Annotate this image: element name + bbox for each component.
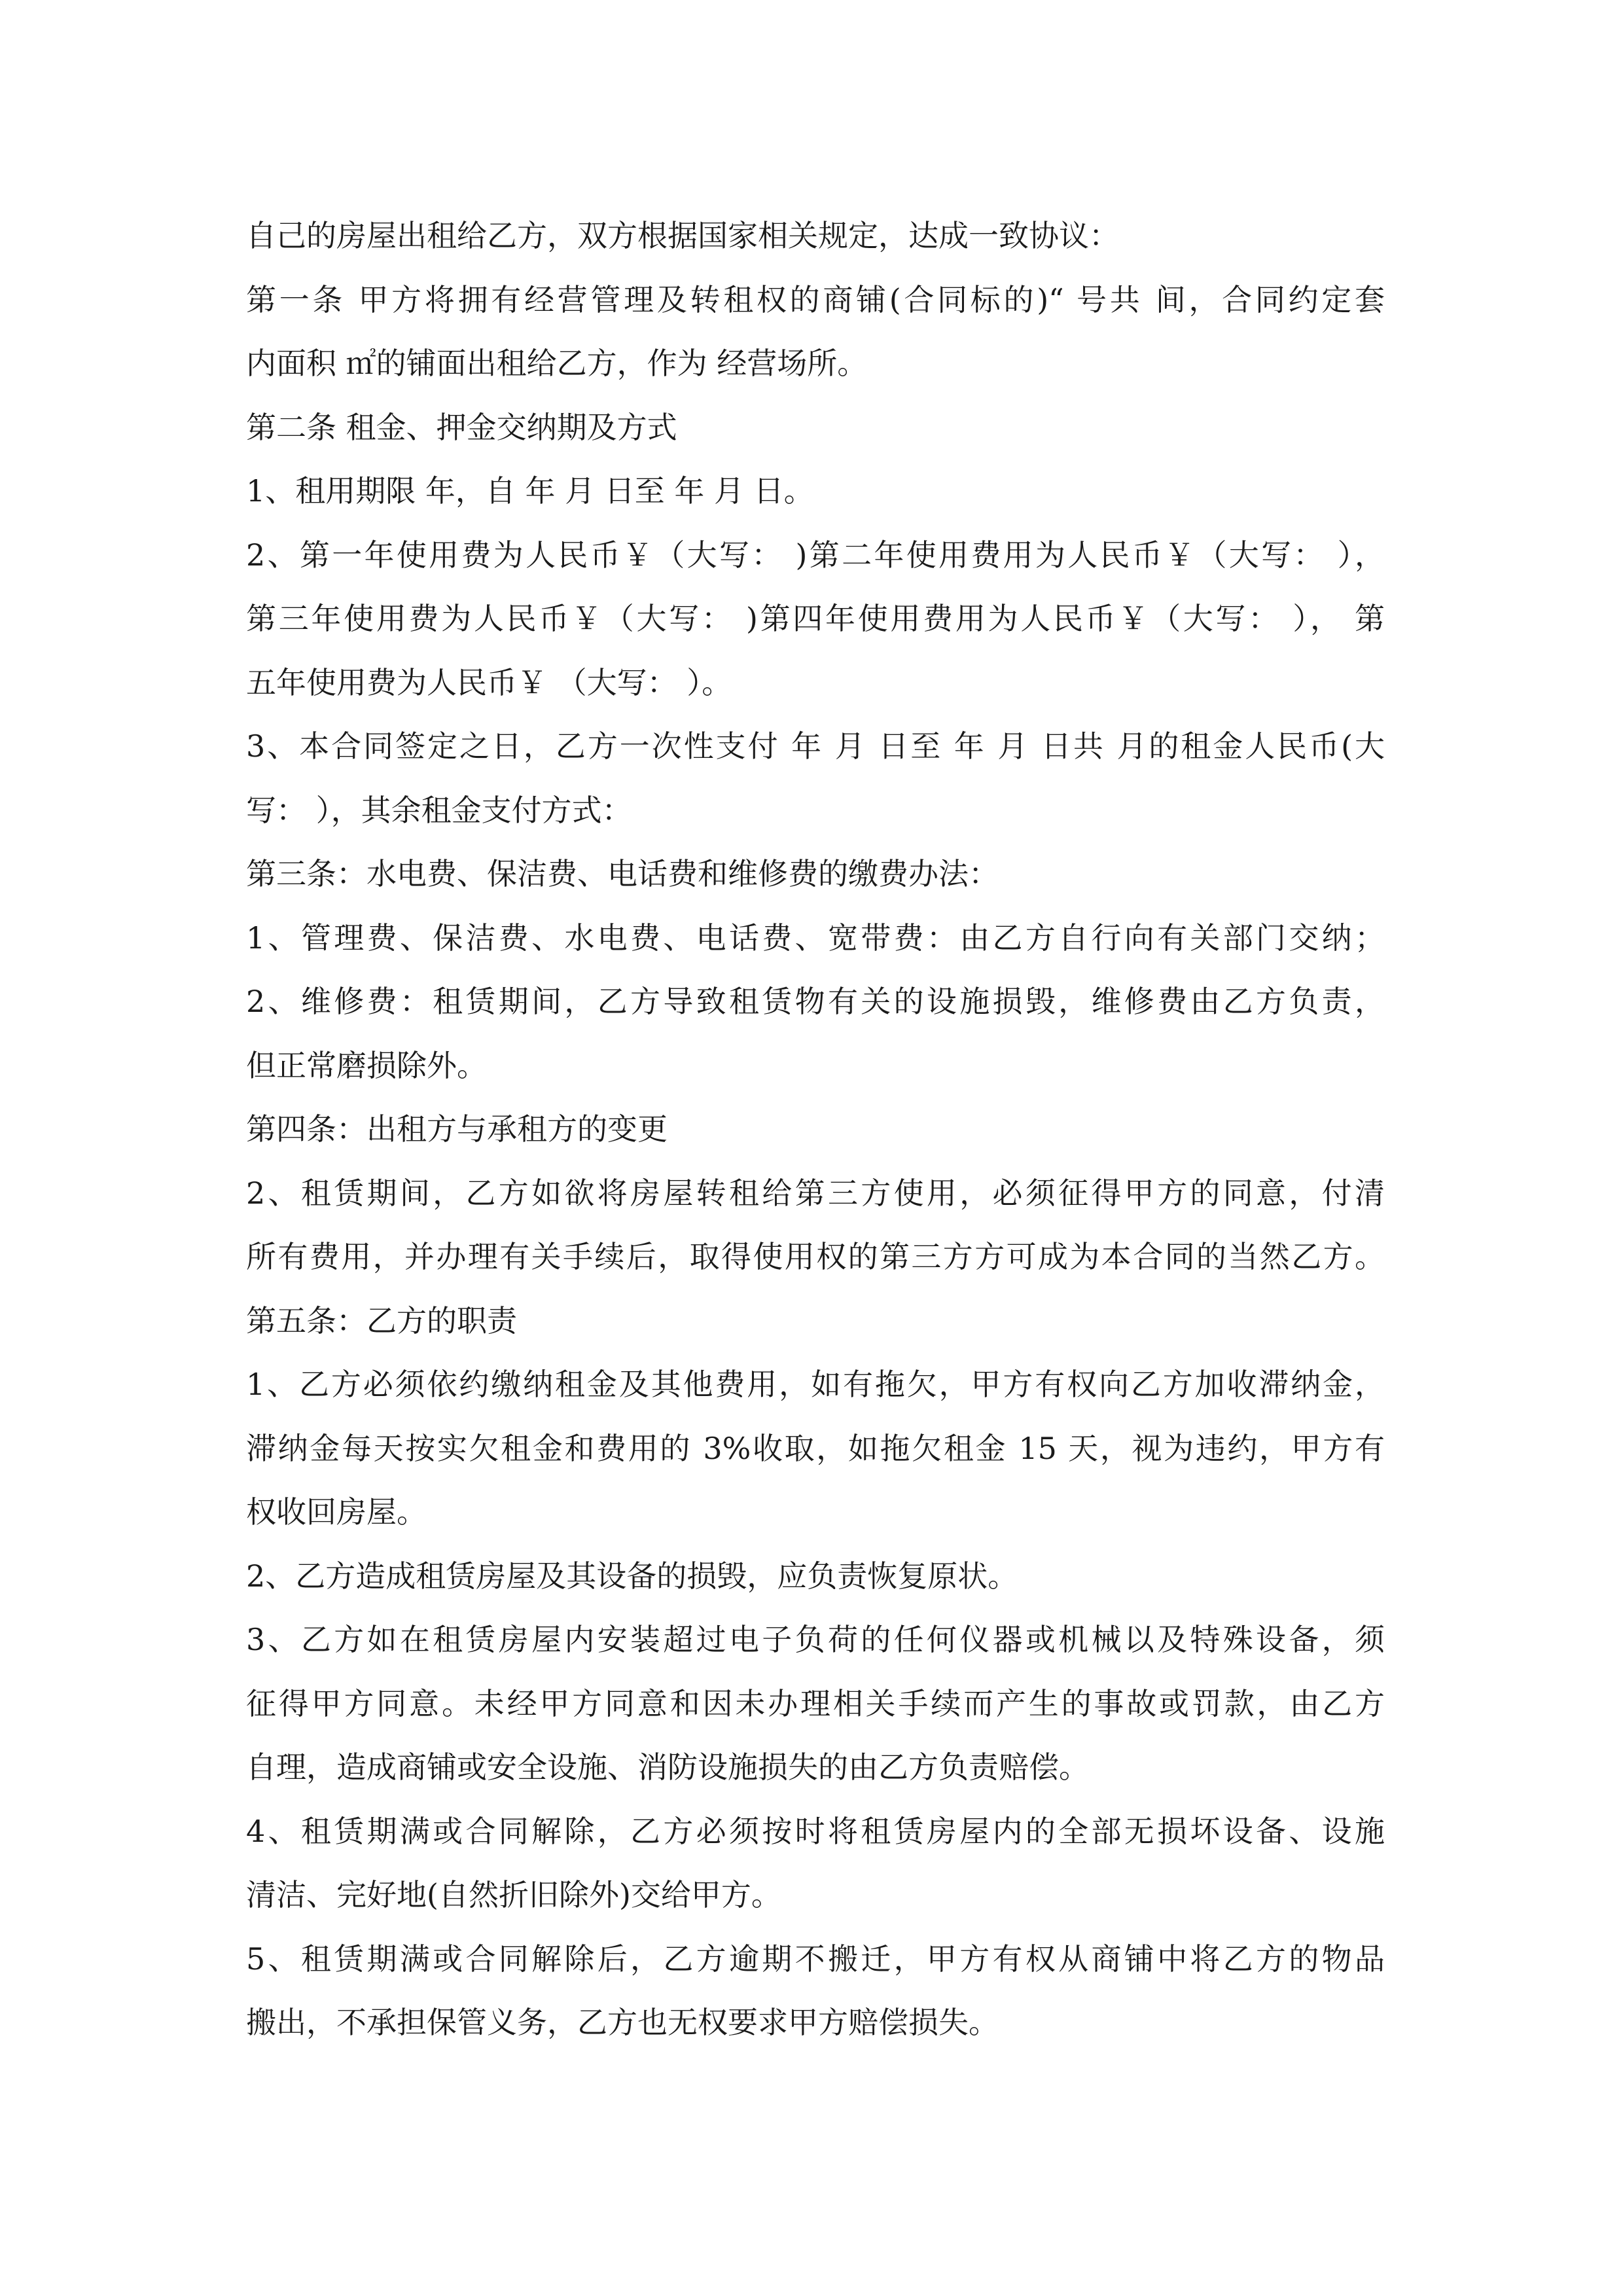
- text-line: 自理，造成商铺或安全设施、消防设施损失的由乙方负责赔偿。: [246, 1749, 1089, 1785]
- text-line: 3、本合同签定之日，乙方一次性支付 年 月 日至 年 月 日共 月的租金人民币(大: [246, 728, 1385, 764]
- text-line: 2、维修费：租赁期间，乙方导致租赁物有关的设施损毁，维修费由乙方负责，: [246, 984, 1385, 1019]
- section-heading: 第二条 租金、押金交纳期及方式: [246, 409, 677, 445]
- text-line: 但正常磨损除外。: [246, 1047, 487, 1083]
- text-line: 滞纳金每天按实欠租金和费用的 3%收取，如拖欠租金 15 天，视为违约，甲方有: [246, 1430, 1385, 1466]
- text-line: 征得甲方同意。未经甲方同意和因未办理相关手续而产生的事故或罚款，由乙方: [246, 1685, 1385, 1721]
- text-line: 2、第一年使用费为人民币￥（大写： )第二年使用费用为人民币￥（大写： ），: [246, 537, 1385, 573]
- section-heading: 第四条：出租方与承租方的变更: [246, 1111, 668, 1147]
- text-line: 自己的房屋出租给乙方，双方根据国家相关规定，达成一致协议：: [246, 218, 1119, 253]
- section-heading: 第五条：乙方的职责: [246, 1302, 517, 1338]
- text-line: 5、租赁期满或合同解除后，乙方逾期不搬迁，甲方有权从商铺中将乙方的物品: [246, 1941, 1385, 1977]
- text-line: 五年使用费为人民币￥ （大写： ）。: [246, 664, 732, 700]
- text-line: 2、乙方造成租赁房屋及其设备的损毁，应负责恢复原状。: [246, 1558, 1018, 1594]
- text-line: 4、租赁期满或合同解除，乙方必须按时将租赁房屋内的全部无损坏设备、设施: [246, 1813, 1385, 1849]
- contract-body: [246, 204, 1385, 2055]
- text-line: 2、租赁期间，乙方如欲将房屋转租给第三方使用，必须征得甲方的同意，付清: [246, 1175, 1385, 1211]
- text-line: 权收回房屋。: [246, 1494, 427, 1530]
- text-line: 第一条 甲方将拥有经营管理及转租权的商铺(合同标的)“ 号共 间，合同约定套: [246, 281, 1385, 317]
- text-line: 搬出，不承担保管义务，乙方也无权要求甲方赔偿损失。: [246, 2005, 999, 2040]
- text-line: 1、乙方必须依约缴纳租金及其他费用，如有拖欠，甲方有权向乙方加收滞纳金，: [246, 1367, 1385, 1402]
- text-line: 写： ），其余租金支付方式：: [246, 792, 632, 828]
- text-line: 内面积 ㎡的铺面出租给乙方，作为 经营场所。: [246, 346, 868, 381]
- text-line: 1、租用期限 年，自 年 月 日至 年 月 日。: [246, 473, 814, 509]
- text-line: 第三年使用费为人民币￥（大写： )第四年使用费用为人民币￥（大写： ）， 第: [246, 601, 1385, 636]
- text-line: 1、管理费、保洁费、水电费、电话费、宽带费：由乙方自行向有关部门交纳；: [246, 920, 1385, 956]
- section-heading: 第三条：水电费、保洁费、电话费和维修费的缴费办法：: [246, 856, 999, 891]
- text-line: 所有费用，并办理有关手续后，取得使用权的第三方方可成为本合同的当然乙方。: [246, 1239, 1385, 1274]
- text-line: 3、乙方如在租赁房屋内安装超过电子负荷的任何仪器或机械以及特殊设备，须: [246, 1622, 1385, 1657]
- text-line: 清洁、完好地(自然折旧除外)交给甲方。: [246, 1877, 781, 1912]
